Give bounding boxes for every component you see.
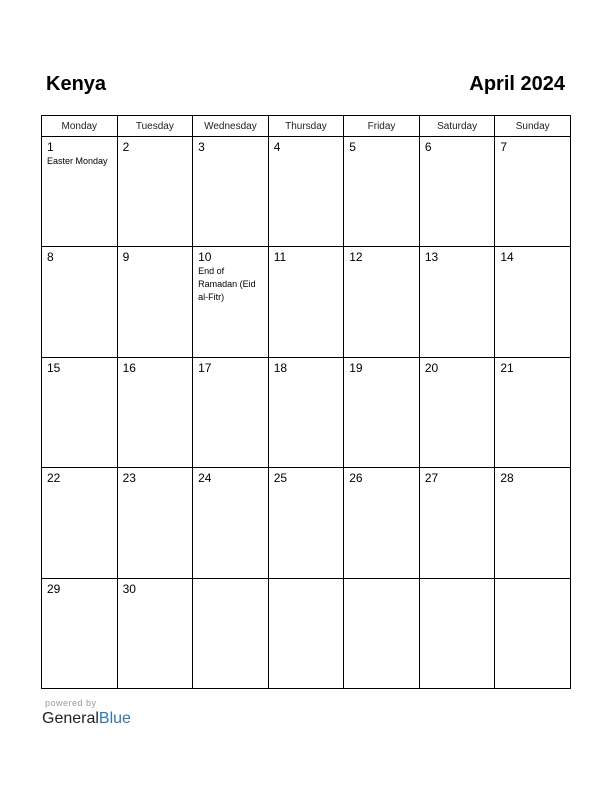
powered-by-text: powered by xyxy=(45,698,97,708)
day-number: 7 xyxy=(500,140,508,154)
weekday-header: Saturday xyxy=(419,116,495,137)
day-number: 9 xyxy=(122,250,130,265)
day-cell-content xyxy=(42,247,117,267)
day-number: 21 xyxy=(500,360,514,375)
day-cell xyxy=(419,578,495,688)
day-cell xyxy=(42,468,118,578)
day-number: 11 xyxy=(273,250,287,265)
day-cell-content xyxy=(420,137,495,157)
day-number: 24 xyxy=(198,471,212,486)
day-cell-content xyxy=(269,579,344,583)
brand-footer xyxy=(42,697,131,729)
day-cell xyxy=(419,137,495,247)
day-cell xyxy=(495,578,571,688)
day-cell-content xyxy=(420,358,495,378)
day-cell-content xyxy=(42,468,117,488)
day-cell-content xyxy=(495,468,570,488)
day-cell xyxy=(268,247,344,357)
day-cell xyxy=(42,247,118,357)
day-cell-content xyxy=(269,468,344,488)
logo-text-general: General xyxy=(42,710,99,727)
day-number: 14 xyxy=(500,250,514,265)
weekday-header: Wednesday xyxy=(193,116,269,137)
day-cell xyxy=(344,578,420,688)
day-number: 16 xyxy=(122,360,136,375)
week-row xyxy=(42,137,571,247)
day-number: 26 xyxy=(349,471,363,486)
weekday-header: Friday xyxy=(344,116,420,137)
day-cell-content xyxy=(118,468,193,488)
day-number: 22 xyxy=(47,471,61,486)
day-cell-content xyxy=(269,247,344,267)
day-cell-content xyxy=(420,468,495,488)
day-cell-content xyxy=(495,137,570,157)
day-number: 29 xyxy=(47,581,61,596)
day-cell-content xyxy=(118,247,193,267)
day-cell xyxy=(117,247,193,357)
day-number: 1 xyxy=(47,140,54,154)
day-number: 3 xyxy=(198,140,205,154)
day-cell-content xyxy=(193,579,268,583)
day-cell-content xyxy=(344,137,419,157)
day-number: 4 xyxy=(273,140,281,154)
month-title: April 2024 xyxy=(469,73,565,95)
day-cell-content xyxy=(344,358,419,378)
day-cell xyxy=(117,137,193,247)
day-number: 23 xyxy=(122,471,136,486)
day-number: 19 xyxy=(349,360,363,375)
calendar-grid xyxy=(41,115,571,689)
day-cell-content xyxy=(344,468,419,488)
day-cell-content xyxy=(420,247,495,267)
day-cell xyxy=(419,247,495,357)
day-cell-content xyxy=(420,579,495,583)
day-cell xyxy=(344,468,420,578)
day-cell-content xyxy=(118,358,193,378)
day-cell-content xyxy=(269,137,344,157)
day-cell-content xyxy=(269,358,344,378)
day-cell xyxy=(268,357,344,467)
day-cell xyxy=(268,137,344,247)
day-cell xyxy=(268,578,344,688)
day-cell xyxy=(193,137,269,247)
day-cell xyxy=(193,247,269,357)
day-cell xyxy=(344,357,420,467)
day-cell-content xyxy=(495,358,570,378)
day-number: 8 xyxy=(47,250,54,265)
day-cell xyxy=(419,357,495,467)
day-cell-content xyxy=(495,247,570,267)
day-cell-content xyxy=(193,247,268,306)
day-cell-content xyxy=(42,579,117,599)
day-number: 27 xyxy=(424,471,439,486)
week-row xyxy=(42,578,571,688)
day-number: 17 xyxy=(198,360,212,375)
day-number: 13 xyxy=(424,250,439,265)
weekday-header: Sunday xyxy=(495,116,571,137)
day-cell xyxy=(495,247,571,357)
day-cell xyxy=(344,137,420,247)
day-cell-content xyxy=(118,579,193,599)
day-cell-content xyxy=(42,137,117,170)
day-cell-content xyxy=(193,358,268,378)
day-cell-content xyxy=(495,579,570,583)
day-number: 6 xyxy=(424,140,432,154)
weekday-header-row xyxy=(42,116,571,137)
day-number: 12 xyxy=(349,250,363,265)
week-row xyxy=(42,357,571,467)
day-number: 20 xyxy=(424,360,439,375)
day-number: 25 xyxy=(273,471,288,486)
day-number: 30 xyxy=(122,581,136,596)
day-cell xyxy=(117,357,193,467)
day-cell xyxy=(117,578,193,688)
day-number: 5 xyxy=(349,140,356,154)
day-cell xyxy=(495,357,571,467)
holiday-label: End of Ramadan (Eid al-Fitr) xyxy=(198,266,256,303)
day-cell xyxy=(268,468,344,578)
day-cell xyxy=(495,137,571,247)
week-row xyxy=(42,468,571,578)
weekday-header: Monday xyxy=(42,116,118,137)
day-number: 15 xyxy=(47,360,61,375)
day-cell-content xyxy=(344,247,419,267)
day-cell-content xyxy=(193,137,268,157)
day-cell-content xyxy=(118,137,193,157)
day-cell xyxy=(42,578,118,688)
day-cell-content xyxy=(42,358,117,378)
day-number: 10 xyxy=(198,250,212,265)
weekday-header: Thursday xyxy=(268,116,344,137)
country-title: Kenya xyxy=(46,73,107,95)
day-cell-content xyxy=(344,579,419,583)
day-cell xyxy=(117,468,193,578)
day-number: 28 xyxy=(500,471,514,486)
day-cell-content xyxy=(193,468,268,488)
day-cell xyxy=(495,468,571,578)
day-number: 18 xyxy=(273,360,288,375)
weekday-header: Tuesday xyxy=(117,116,193,137)
day-cell xyxy=(42,137,118,247)
day-cell xyxy=(193,578,269,688)
day-cell xyxy=(193,468,269,578)
day-number: 2 xyxy=(122,140,130,154)
generalblue-logo xyxy=(42,709,131,729)
holiday-label: Easter Monday xyxy=(47,156,108,166)
day-cell xyxy=(42,357,118,467)
day-cell xyxy=(344,247,420,357)
day-cell xyxy=(419,468,495,578)
day-cell xyxy=(193,357,269,467)
logo-text-blue: Blue xyxy=(98,710,131,727)
week-row xyxy=(42,247,571,357)
